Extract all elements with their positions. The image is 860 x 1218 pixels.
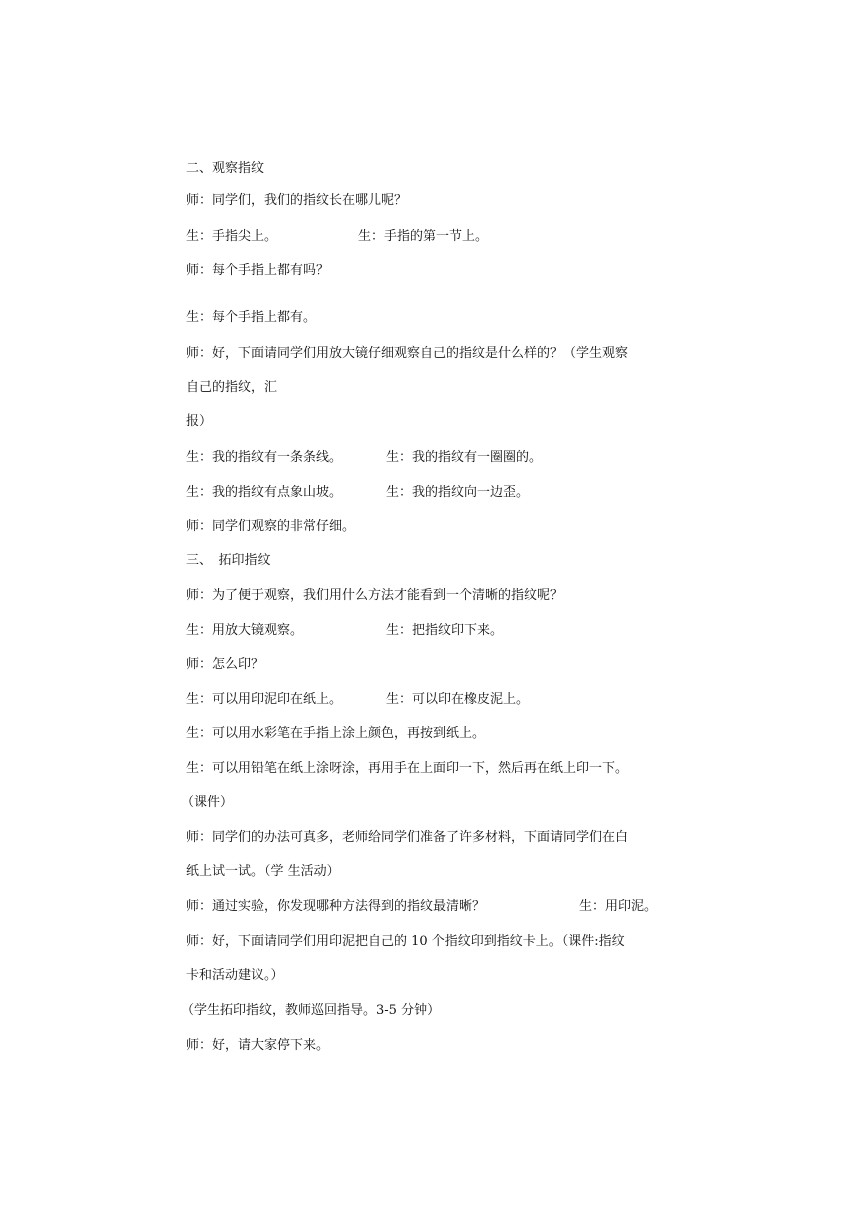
dialogue-line: 纸上试一试。（学 生活动） [186, 864, 340, 879]
dialogue-line: 报） [186, 414, 213, 429]
dialogue-line: 师：同学们观察的非常仔细。 [186, 519, 356, 534]
dialogue-line: 师：好，请大家停下来。 [186, 1038, 330, 1053]
dialogue-line: 卡和活动建议。） [186, 968, 284, 983]
dialogue-line: 生：每个手指上都有。 [186, 310, 317, 325]
dialogue-line-second: 生：可以印在橡皮泥上。 [386, 692, 530, 707]
section-heading: 二、观察指纹 [186, 161, 265, 176]
dialogue-line: 师：每个手指上都有吗？ [186, 263, 330, 278]
dialogue-line: 师：为了便于观察，我们用什么方法才能看到一个清晰的指纹呢？ [186, 588, 564, 603]
dialogue-line: 师：通过实验，你发现哪种方法得到的指纹最清晰？ 生：用印泥。 [186, 899, 658, 914]
dialogue-line: 生：可以用印泥印在纸上。 生：可以印在橡皮泥上。 [186, 692, 530, 707]
dialogue-line: 自己的指纹，汇 [186, 380, 278, 395]
section-heading: 三、 拓印指纹 [186, 553, 271, 568]
dialogue-line: 生：我的指纹有一条条线。 生：我的指纹有一圈圈的。 [186, 450, 543, 465]
dialogue-line: 师：怎么印？ [186, 657, 265, 672]
dialogue-line: 生：可以用铅笔在纸上涂呀涂，再用手在上面印一下，然后再在纸上印一下。 [186, 761, 629, 776]
dialogue-line-second: 生：用印泥。 [579, 899, 658, 914]
dialogue-line-second: 生：我的指纹向一边歪。 [386, 485, 530, 500]
dialogue-line: 生：用放大镜观察。 生：把指纹印下来。 [186, 623, 504, 638]
dialogue-line: 生：可以用水彩笔在手指上涂上颜色，再按到纸上。 [186, 726, 486, 741]
dialogue-line-second: 生：把指纹印下来。 [386, 623, 504, 638]
dialogue-line: 师：同学们的办法可真多，老师给同学们准备了许多材料，下面请同学们在白 [186, 830, 629, 845]
dialogue-line: 师：同学们，我们的指纹长在哪儿呢？ [186, 193, 408, 208]
dialogue-line: 师：好，下面请同学们用放大镜仔细观察自己的指纹是什么样的？（学生观察 [186, 346, 629, 361]
dialogue-line: （课件） [181, 795, 234, 810]
dialogue-line: （学生拓印指纹，教师巡回指导。3-5 分钟） [181, 1003, 441, 1018]
dialogue-line: 师：好，下面请同学们用印泥把自己的 10 个指纹印到指纹卡上。（课件:指纹 [186, 934, 625, 949]
dialogue-line-second: 生：手指的第一节上。 [358, 229, 489, 244]
dialogue-line: 生：手指尖上。 生：手指的第一节上。 [186, 229, 489, 244]
dialogue-line-second: 生：我的指纹有一圈圈的。 [386, 450, 543, 465]
dialogue-line: 生：我的指纹有点象山坡。 生：我的指纹向一边歪。 [186, 485, 530, 500]
